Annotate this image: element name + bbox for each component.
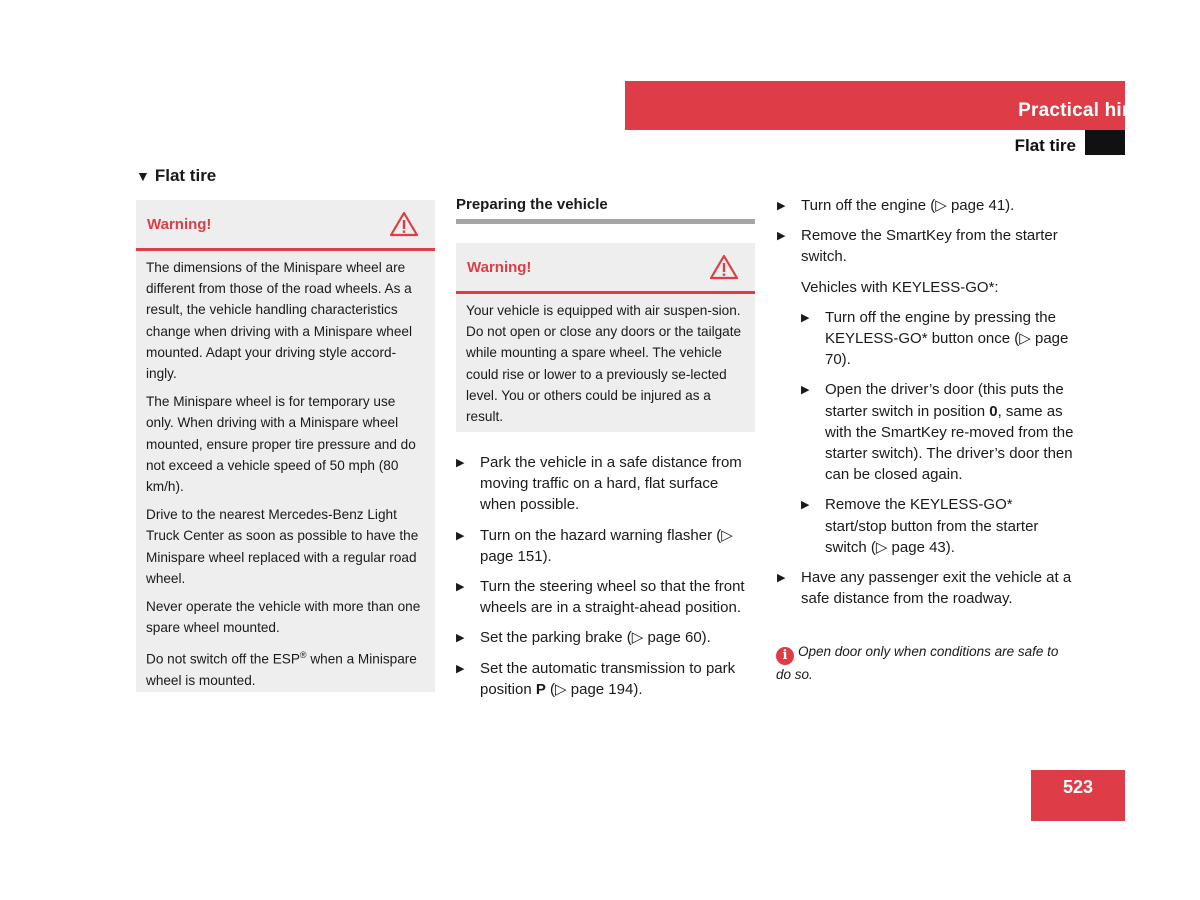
list-item: ▶ Turn off the engine by pressing the KEYLESS-GO* button once (▷ page 70). xyxy=(801,308,1069,369)
list-item: ▶ Turn off the engine (▷ page 41). xyxy=(777,195,1077,216)
list-item: ▶ Park the vehicle in a safe distance from moving traffic on a hard, flat surface when possible. xyxy=(456,454,742,514)
engine-off-steps xyxy=(777,195,1077,618)
warning-header xyxy=(456,243,755,294)
bullet-triangle-icon: ▶ xyxy=(456,457,465,469)
preparing-heading: Preparing the vehicle xyxy=(456,196,755,224)
bullet-triangle-icon: ▶ xyxy=(801,311,810,324)
list-item: ▶ Have any passenger exit the vehicle at a safe distance from the roadway. xyxy=(777,569,1072,608)
preparing-steps xyxy=(456,452,756,709)
warning-box-air-suspension xyxy=(456,243,755,432)
section-title: ▼ Flat tire xyxy=(136,166,217,185)
section-subtitle: Flat tire xyxy=(1014,136,1076,155)
list-item: ▶ Remove the SmartKey from the starter switch. xyxy=(777,227,1058,266)
warning-header xyxy=(136,200,435,251)
warning-paragraph: The dimensions of the Minispare wheel are different from those of the road wheels. As a result, the vehicle handling characteristics change when driving with a Minispare wheel mounted. Adapt your driving style accord-ingly. xyxy=(146,260,412,382)
section-marker xyxy=(1085,130,1125,155)
warning-paragraph: Your vehicle is equipped with air suspen-sion. Do not open or close any doors or the tailgate while mounting a spare wheel. The vehicle could rise or lower to a previously se-lected level. You or others could be injured as a result. xyxy=(466,303,742,425)
warning-box-minispare xyxy=(136,200,435,692)
bullet-triangle-icon: ▶ xyxy=(777,572,786,585)
page-number-box xyxy=(1031,770,1125,821)
page-number: 523 xyxy=(1062,777,1094,797)
list-item: ▶ Remove the KEYLESS-GO* start/stop button from the starter switch (▷ page 43). xyxy=(801,496,1039,556)
warning-label: Warning! xyxy=(147,216,212,233)
warning-paragraph: Drive to the nearest Mercedes-Benz Light Truck Center as soon as possible to have the Minispare wheel replaced with a regular road wheel. xyxy=(146,507,419,586)
warning-label: Warning! xyxy=(467,259,532,276)
bullet-triangle-icon: ▶ xyxy=(777,200,786,212)
bullet-triangle-icon: ▶ xyxy=(456,581,465,594)
warning-body xyxy=(136,251,435,704)
bullet-triangle-icon: ▶ xyxy=(777,230,786,243)
triangle-down-icon: ▼ xyxy=(136,168,150,184)
list-item: ▶ Turn on the hazard warning flasher (▷ page 151). xyxy=(456,526,733,565)
list-item: ▶ Set the automatic transmission to park position P (▷ page 194). xyxy=(456,659,736,698)
bullet-triangle-icon: ▶ xyxy=(801,384,810,397)
keyless-intro: Vehicles with KEYLESS-GO*: xyxy=(801,278,999,296)
chapter-title: Practical hints xyxy=(1018,100,1151,121)
list-item: ▶ Set the parking brake (▷ page 60). xyxy=(456,627,756,648)
warning-triangle-icon xyxy=(709,254,739,280)
bullet-triangle-icon: ▶ xyxy=(801,499,810,512)
warning-body xyxy=(456,294,755,440)
warning-paragraph: The Minispare wheel is for temporary use only. When driving with a Minispare wheel mounted, ensure proper tire pressure and do not exceed a vehicle speed of 50 mph (80 km/h). xyxy=(146,394,416,495)
bullet-triangle-icon: ▶ xyxy=(456,529,465,542)
info-note: i Open door only when conditions are safe to do so. xyxy=(776,644,1059,682)
info-icon: i xyxy=(776,647,794,665)
list-item: ▶ Open the driver’s door (this puts the starter switch in position 0, same as with the SmartKey re-moved from the starter switch). The driver’s door then can be closed again. xyxy=(801,381,1074,484)
warning-paragraph: Never operate the vehicle with more than one spare wheel mounted. xyxy=(146,599,421,636)
warning-paragraph-esp: Do not switch off the ESP® when a Minispare wheel is mounted. xyxy=(146,650,417,689)
bullet-triangle-icon: ▶ xyxy=(456,662,465,675)
bullet-triangle-icon: ▶ xyxy=(456,632,465,645)
list-item: ▶ Turn the steering wheel so that the front wheels are in a straight-ahead position. xyxy=(456,578,745,617)
warning-triangle-icon xyxy=(389,211,419,237)
